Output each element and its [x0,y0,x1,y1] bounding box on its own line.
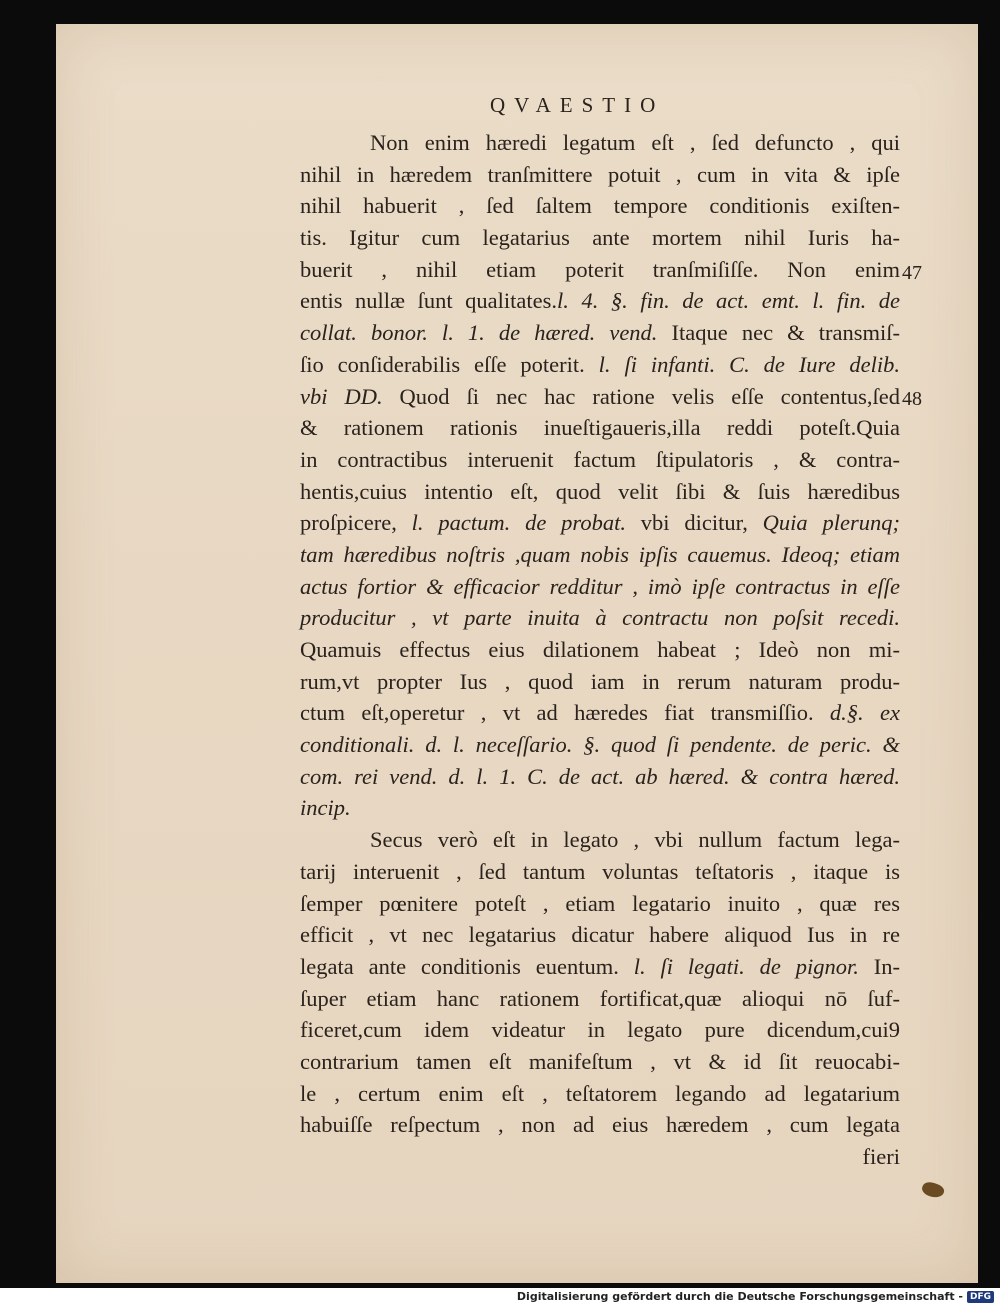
body-text [300,127,900,1173]
text-line [300,444,900,476]
text-line [300,602,900,634]
body-text-segment: Quamuis effectus eius dilationem habeat ; Ideò non mi- [300,637,900,662]
text-line [300,824,900,856]
body-text-segment: vbi dicitur, [625,510,763,536]
body-text-segment: & rationem rationis inueſtigaueris,illa reddi poteſt.Quia [300,415,900,441]
text-line [300,507,900,539]
text-line [300,159,900,191]
body-text-segment: Non enim hæredi legatum eſt , ſed defuncto , qui [370,130,900,155]
body-text-segment: tarij interuenit , ſed tantum voluntas teſtatoris , itaque is [300,858,900,884]
text-line [300,127,900,159]
text-line [300,1109,900,1141]
body-text-segment: Quod ſi nec hac ratione velis eſſe contentus,ſed [382,383,900,409]
text-line [300,539,900,571]
text-line [300,412,900,444]
text-line [300,1046,900,1078]
body-text-segment: tis. Igitur cum legatarius ante mortem nihil Iuris ha- [300,225,900,251]
body-text-segment: le , certum enim eſt , teſtatorem legando ad legatarium [300,1080,900,1106]
text-line [300,381,900,413]
text-line [300,349,900,381]
body-text-segment: efficit , vt nec legatarius dicatur habere aliquod Ius in re [300,922,900,948]
citation-text: l. ſi infanti. C. de Iure delib. [598,351,900,377]
footer-text: Digitalisierung gefördert durch die Deutsche Forschungsgemeinschaft - [516,1290,963,1303]
dfg-logo: DFG [967,1291,994,1303]
text-line [300,1014,900,1046]
citation-text: incip. [300,795,351,821]
text-line [300,285,900,317]
text-line [300,919,900,951]
body-text-segment: buerit , nihil etiam poterit tranſmiſiſſe. Non enim [300,256,900,282]
citation-text: l. 4. §. fin. de act. emt. l. fin. de [557,288,900,314]
citation-text: collat. bonor. l. 1. de hæred. vend. [300,320,658,346]
page-header: QVAESTIO [490,93,665,117]
citation-text: d.§. ex [829,700,900,726]
text-line [300,729,900,761]
text-line [300,951,900,983]
margin-number-48: 48 [902,388,922,410]
body-text-segment: proſpicere, [300,510,412,536]
text-line [300,697,900,729]
citation-text: l. ſi legati. de pignor. [633,953,859,979]
body-text-segment: legata ante conditionis euentum. [300,953,634,979]
body-text-segment: ficeret,cum idem videatur in legato pure dicendum,cui9 [300,1017,900,1043]
text-line [300,476,900,508]
text-line [300,888,900,920]
citation-text: l. pactum. de probat. [411,510,626,536]
body-text-segment: ctum eſt,operetur , vt ad hæredes fiat transmiſſio. [300,700,830,726]
citation-text: vbi DD. [300,383,383,409]
text-line [300,983,900,1015]
text-line [300,1078,900,1110]
margin-number-47: 47 [902,262,922,284]
citation-text: com. rei vend. d. l. 1. C. de act. ab hæred. & contra hæred. [300,763,900,789]
body-text-segment: Secus verò eſt in legato , vbi nullum factum lega- [370,827,900,853]
citation-text: producitur , vt parte inuita à contractu non poſsit recedi. [300,605,900,631]
body-text-segment: entis nullæ ſunt qualitates. [300,288,558,314]
footer-bar [517,1289,994,1304]
citation-text: actus fortior & efficacior redditur , imò ipſe contractus in eſſe [300,573,900,599]
body-text-segment: Itaque nec & transmiſ- [657,320,900,346]
text-line [300,761,900,793]
text-line [300,856,900,888]
body-text-segment: ſio conſiderabilis eſſe poterit. [300,351,599,377]
text-line [300,792,900,824]
text-line [300,666,900,698]
text-line [300,254,900,286]
body-text-segment: In- [858,953,900,979]
text-line [300,190,900,222]
body-text-segment: nihil habuerit , ſed ſaltem tempore conditionis exiſten- [300,193,900,219]
citation-text: tam hæredibus noſtris ,quam nobis ipſis cauemus. Ideoq; etiam [300,541,900,567]
text-line [300,571,900,603]
body-text-segment: rum,vt propter Ius , quod iam in rerum naturam produ- [300,668,900,694]
body-text-segment: nihil in hæredem tranſmittere potuit , cum in vita & ipſe [300,161,900,187]
body-text-segment: ſemper pœnitere poteſt , etiam legatario inuito , quæ res [300,890,900,916]
text-line [300,634,900,666]
body-text-segment: in contractibus interuenit factum ſtipulatoris , & contra- [300,446,900,472]
body-text-segment: habuiſſe reſpectum , non ad eius hæredem , cum legata [300,1112,900,1138]
catchword: fieri [862,1144,900,1169]
text-line [300,222,900,254]
citation-text: conditionali. d. l. neceſſario. §. quod ſi pendente. de peric. & [300,732,900,758]
body-text-segment: contrarium tamen eſt manifeſtum , vt & id ſit reuocabi- [300,1048,900,1074]
text-line [300,317,900,349]
citation-text: Quia plerunq; [762,510,900,536]
body-text-segment: hentis,cuius intentio eſt, quod velit ſibi & ſuis hæredibus [300,478,900,504]
body-text-segment: ſuper etiam hanc rationem fortificat,quæ alioqui nō ſuf- [300,985,900,1011]
